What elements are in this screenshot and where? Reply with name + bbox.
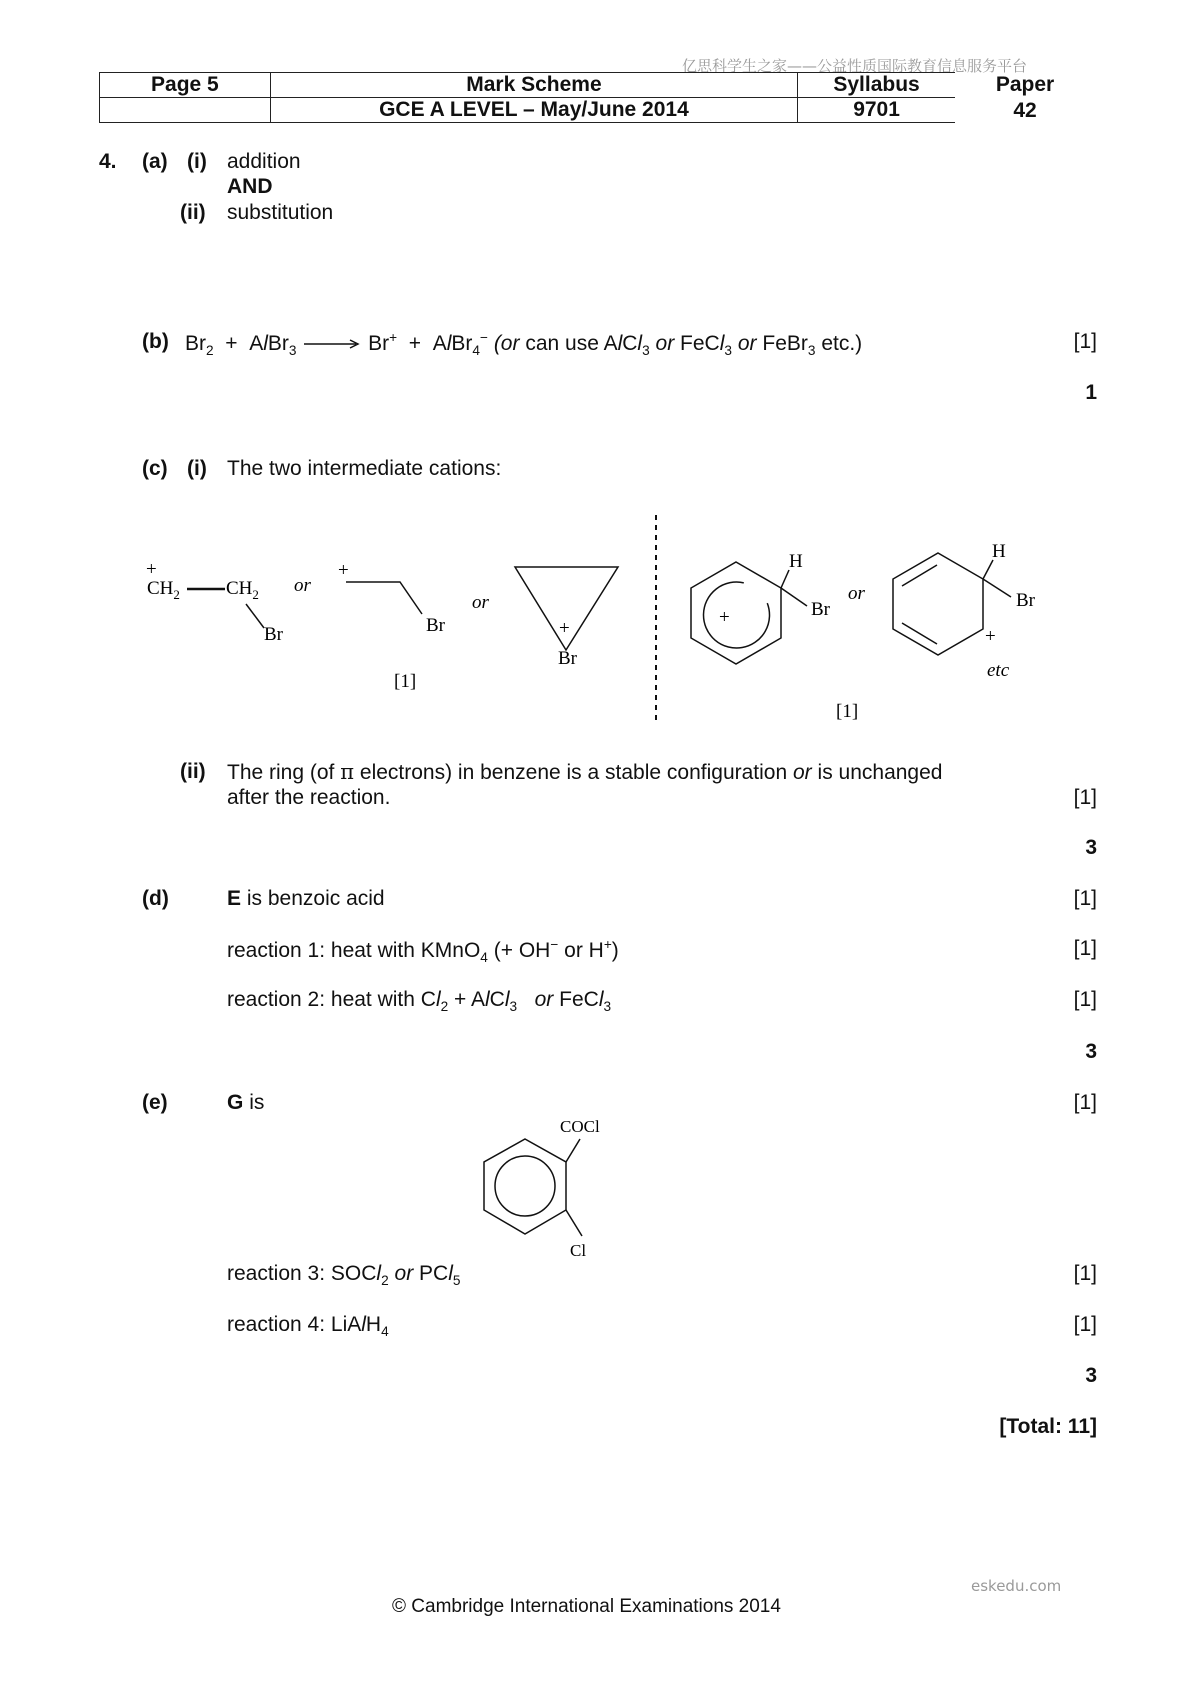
part-c-i-text: The two intermediate cations:	[227, 457, 502, 480]
part-e-g-line: G is	[227, 1091, 265, 1114]
footer-copyright: © Cambridge International Examinations 2014	[392, 1596, 781, 1617]
etc-label: etc	[987, 660, 1010, 681]
part-c-label: (c)	[142, 457, 168, 480]
header-syllabus: 9701	[798, 98, 955, 123]
header-paper-label: Paper	[995, 73, 1055, 96]
header-page: Page 5	[100, 73, 271, 98]
part-a-label: (a)	[142, 150, 168, 173]
reaction-3-line: reaction 3: SOCl$_2$ or PCl$_5$	[227, 1262, 461, 1289]
question-number: 4.	[99, 150, 117, 173]
bromonium-ion-structure	[515, 567, 618, 669]
br-label: Br	[558, 648, 577, 669]
watermark-bottom: eskedu.com	[971, 1577, 1062, 1595]
cl-label: Cl	[570, 1241, 587, 1260]
part-e-label: (e)	[142, 1091, 168, 1114]
header-paper	[955, 72, 1095, 124]
compound-g-structure	[460, 1110, 660, 1270]
or-label: or	[472, 592, 489, 613]
part-c-total: 3	[1085, 836, 1097, 859]
part-b-total: 1	[1085, 381, 1097, 404]
arenium-localised-structure	[893, 541, 1036, 681]
header-mark-scheme: Mark Scheme	[270, 73, 797, 98]
reaction-4-line: reaction 4: LiAlH$_4$	[227, 1313, 389, 1340]
br-label: Br	[1016, 590, 1035, 611]
part-e-g-mark: [1]	[1073, 1091, 1097, 1114]
header-paper-number: 42	[1013, 99, 1037, 122]
part-b-label: (b)	[142, 330, 169, 353]
reaction-3-mark: [1]	[1073, 1262, 1097, 1285]
part-a-ii-text: substitution	[227, 201, 334, 224]
plus-sign: +	[559, 618, 570, 639]
br-label: Br	[426, 615, 445, 636]
reaction-1-line: reaction 1: heat with KMnO$_4$ (+ OH− or H+)	[227, 937, 619, 966]
part-d-label: (d)	[142, 887, 169, 910]
header-exam: GCE A LEVEL – May/June 2014	[270, 98, 797, 123]
part-e-total: 3	[1085, 1364, 1097, 1387]
part-a-i-label: (i)	[187, 150, 207, 173]
intermediate-cations-diagram	[0, 510, 1190, 730]
part-a-i-text: addition	[227, 150, 301, 173]
plus-sign: +	[146, 559, 157, 580]
reaction-2-line: reaction 2: heat with $Cl_2$ + AlCl$_3$ or FeCl$_3$	[227, 988, 612, 1015]
header-empty-cell	[100, 98, 271, 123]
reaction-4-mark: [1]	[1073, 1313, 1097, 1336]
part-d-e-line: E is benzoic acid	[227, 887, 385, 910]
arenium-delocalised-structure	[691, 551, 831, 664]
reaction-1-mark: [1]	[1073, 937, 1097, 960]
header-syllabus-label: Syllabus	[798, 73, 955, 98]
or-label: or	[294, 575, 311, 596]
br-label: Br	[264, 624, 283, 645]
h-label: H	[992, 541, 1006, 562]
part-d-total: 3	[1085, 1040, 1097, 1063]
skeletal-carbocation-structure	[338, 560, 446, 636]
part-c-ii-line-2: after the reaction.	[227, 786, 391, 809]
plus-sign: +	[985, 626, 996, 647]
part-a-ii-label: (ii)	[180, 201, 206, 224]
plus-sign: +	[338, 560, 349, 581]
grand-total: [Total: 11]	[999, 1415, 1097, 1438]
part-d-e-mark: [1]	[1073, 887, 1097, 910]
ch2-label: $CH_2$	[147, 578, 180, 602]
part-b-mark: [1]	[1073, 330, 1097, 353]
diagram-mark-2: [1]	[836, 701, 859, 722]
cocl-label: COCl	[560, 1117, 600, 1136]
part-b-equation: $Br_2$ + AlBr$_3$ Br+ + AlBr$_4$− (or can use AlCl$_3$ or FeCl$_3$ or FeBr$_3$ etc.)	[185, 330, 863, 359]
h-label: H	[789, 551, 803, 572]
part-a-and: AND	[227, 175, 273, 198]
part-c-ii-line-1: The ring (of π electrons) in benzene is a stable configuration or is unchanged	[227, 760, 943, 784]
plus-sign: +	[719, 607, 730, 628]
header-table	[99, 72, 955, 123]
part-c-ii-label: (ii)	[180, 760, 206, 783]
br-label: Br	[811, 599, 830, 620]
reaction-2-mark: [1]	[1073, 988, 1097, 1011]
or-label: or	[848, 583, 865, 604]
open-carbocation-structure	[146, 559, 284, 645]
watermark-top: 亿思科学生之家——公益性质国际教育信息服务平台	[682, 57, 1028, 75]
diagram-mark-1: [1]	[394, 671, 417, 692]
part-c-ii-mark: [1]	[1073, 786, 1097, 809]
arrow-icon	[302, 337, 362, 351]
part-c-i-label: (i)	[187, 457, 207, 480]
ch2-label: $CH_2$	[226, 578, 259, 602]
